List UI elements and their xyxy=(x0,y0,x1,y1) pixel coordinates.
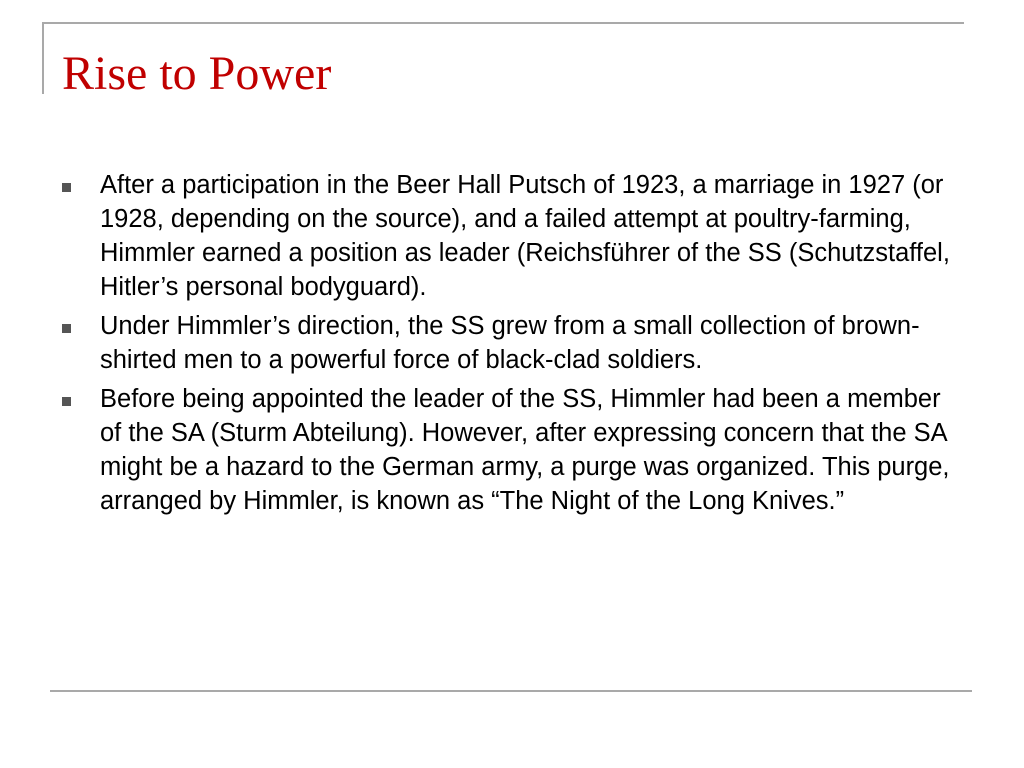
bullet-text: Before being appointed the leader of the SS, Himmler had been a member of the SA (Sturm Abteilung). However, after expressing concern that the SA might be a hazard to the German army, a purge was organized. This purge, arranged by Himmler, is known as “The Night of the Long Knives.” xyxy=(100,385,950,515)
bullet-list xyxy=(60,168,960,523)
square-bullet-icon xyxy=(62,324,71,333)
frame-bottom-line xyxy=(50,690,972,692)
bullet-text: After a participation in the Beer Hall Putsch of 1923, a marriage in 1927 (or 1928, depending on the source), and a failed attempt at poultry-farming, Himmler earned a position as leader (Reichsführer of the SS (Schutzstaffel, Hitler’s personal bodyguard). xyxy=(100,171,950,301)
bullet-item xyxy=(60,168,960,304)
slide-title: Rise to Power xyxy=(62,47,332,100)
square-bullet-icon xyxy=(62,183,71,192)
square-bullet-icon xyxy=(62,397,71,406)
bullet-item xyxy=(60,309,960,377)
frame-top-line xyxy=(42,22,964,24)
bullet-item xyxy=(60,382,960,518)
bullet-text: Under Himmler’s direction, the SS grew from a small collection of brown-shirted men to a powerful force of black-clad soldiers. xyxy=(100,312,920,374)
frame-left-line xyxy=(42,22,44,94)
